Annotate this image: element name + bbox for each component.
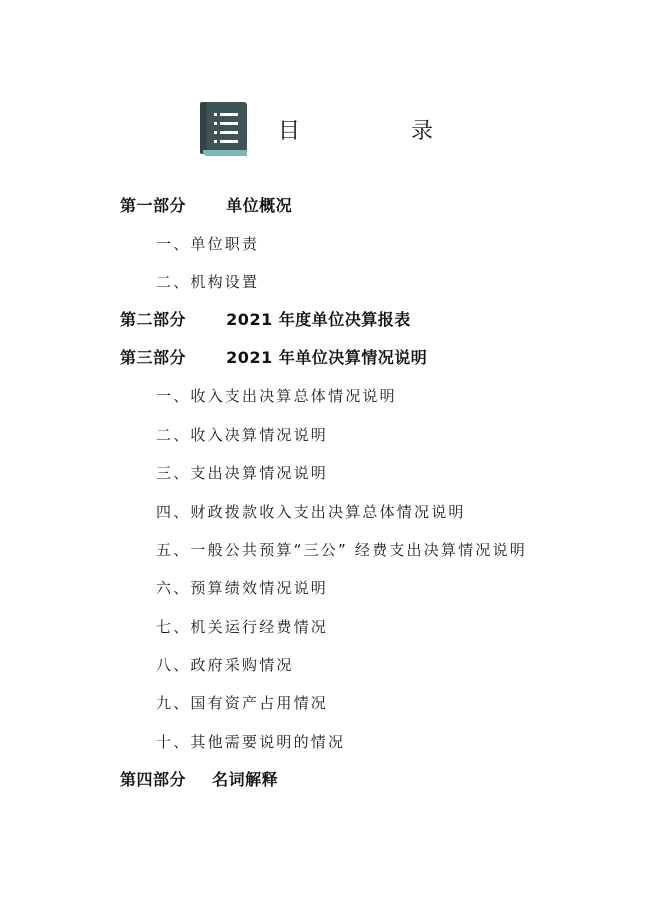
toc-part-4[interactable] xyxy=(120,768,278,792)
toc-item[interactable]: 一、单位职责 xyxy=(156,235,260,253)
toc-item[interactable]: 十、其他需要说明的情况 xyxy=(156,733,346,751)
toc-part-2[interactable] xyxy=(120,308,411,332)
toc-item[interactable]: 五、一般公共预算“三公” 经费支出决算情况说明 xyxy=(156,541,527,559)
toc-item[interactable]: 六、预算绩效情况说明 xyxy=(156,579,329,597)
title-area xyxy=(200,100,250,158)
toc-part-3[interactable] xyxy=(120,346,427,370)
toc-item[interactable]: 二、收入决算情况说明 xyxy=(156,426,329,444)
toc-item[interactable]: 七、机关运行经费情况 xyxy=(156,618,329,636)
toc-item[interactable]: 九、国有资产占用情况 xyxy=(156,694,329,712)
toc-item[interactable]: 二、机构设置 xyxy=(156,273,260,291)
toc-part-title: 2021 年度单位决算报表 xyxy=(226,310,411,329)
toc-part-title: 单位概况 xyxy=(226,196,293,215)
toc-part-label: 第三部分 xyxy=(120,348,187,367)
toc-part-label: 第一部分 xyxy=(120,196,187,215)
book-list-icon xyxy=(200,100,250,158)
toc-part-title: 名词解释 xyxy=(212,770,279,789)
toc-part-label: 第二部分 xyxy=(120,310,187,329)
toc-item[interactable]: 三、支出决算情况说明 xyxy=(156,464,329,482)
toc-part-title: 2021 年单位决算情况说明 xyxy=(226,348,428,367)
toc-part-1[interactable] xyxy=(120,194,292,218)
toc-part-label: 第四部分 xyxy=(120,770,187,789)
toc-item[interactable]: 一、收入支出决算总体情况说明 xyxy=(156,387,397,405)
toc-item[interactable]: 八、政府采购情况 xyxy=(156,656,294,674)
toc-item[interactable]: 四、财政拨款收入支出决算总体情况说明 xyxy=(156,503,466,521)
page-title: 目 录 xyxy=(278,119,485,144)
